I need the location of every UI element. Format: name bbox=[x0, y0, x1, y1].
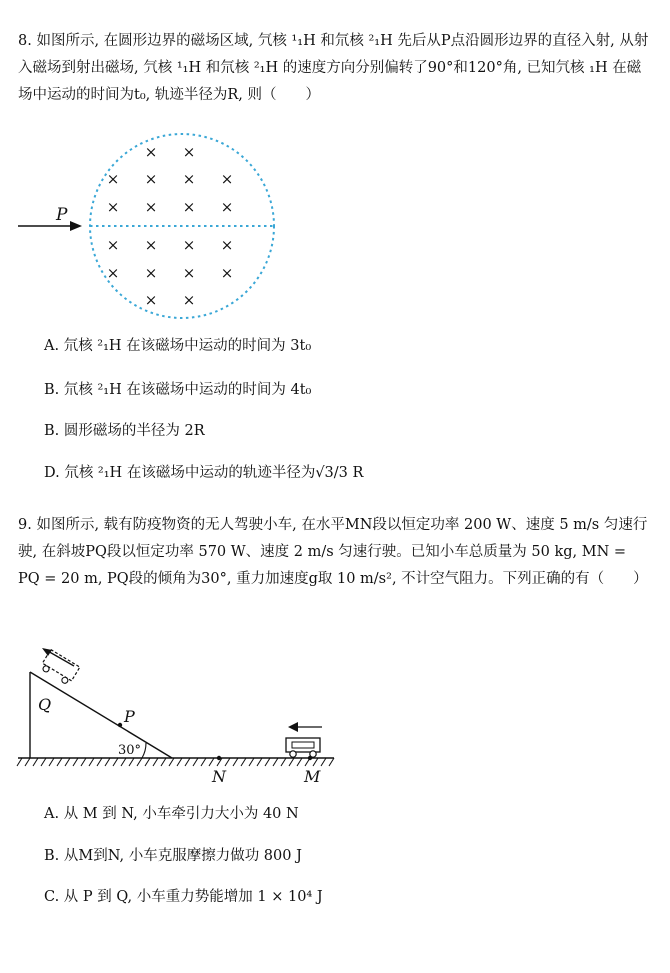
field-cross: × bbox=[144, 236, 158, 254]
field-cross: × bbox=[182, 291, 196, 309]
q8-magnetic-field-figure bbox=[12, 132, 282, 322]
field-cross: × bbox=[144, 170, 158, 188]
field-cross: × bbox=[220, 236, 234, 254]
field-cross: × bbox=[144, 264, 158, 282]
field-cross: × bbox=[144, 198, 158, 216]
q9-option-a: A. 从 M 到 N, 小车牵引力大小为 40 N bbox=[44, 806, 299, 822]
slope-direction-arrowhead bbox=[42, 648, 52, 656]
q8-option-a: A. 氘核 ²₁H 在该磁场中运动的时间为 3t₀ bbox=[44, 338, 312, 354]
field-cross: × bbox=[182, 143, 196, 161]
point-p-label: P bbox=[56, 205, 68, 225]
point-p-label: P bbox=[124, 707, 135, 726]
q9-stem: 9. 如图所示, 载有防疫物资的无人驾驶小车, 在水平MN段以恒定功率 200 W、速度 5 m/s 匀速行驶, 在斜坡PQ段以恒定功率 570 W、速度 2 m/s 匀速行驶。已知小车总质量为 50 kg, MN = PQ = 20 m, PQ段的倾角为30°, 重力加速度g取 10 m/s², 不计空气阻力。下列正确的有（ ） bbox=[18, 517, 648, 587]
cart-on-ground bbox=[286, 738, 320, 757]
field-cross: × bbox=[182, 264, 196, 282]
q8-option-c: B. 圆形磁场的半径为 2R bbox=[44, 423, 205, 439]
slope-incline bbox=[30, 672, 172, 758]
ground-hatching bbox=[17, 758, 334, 766]
field-cross: × bbox=[106, 264, 120, 282]
field-cross: × bbox=[220, 170, 234, 188]
field-cross: × bbox=[182, 198, 196, 216]
field-cross: × bbox=[182, 170, 196, 188]
point-n-label: N bbox=[212, 767, 226, 786]
q9-slope-cart-figure bbox=[14, 642, 344, 787]
q8-option-b: B. 氘核 ²₁H 在该磁场中运动的时间为 4t₀ bbox=[44, 382, 312, 398]
field-cross: × bbox=[106, 198, 120, 216]
field-cross: × bbox=[106, 170, 120, 188]
field-cross: × bbox=[144, 143, 158, 161]
q9-option-b: B. 从M到N, 小车克服摩擦力做功 800 J bbox=[44, 848, 302, 864]
q8-stem: 8. 如图所示, 在圆形边界的磁场区域, 氕核 ¹₁H 和氘核 ²₁H 先后从P点沿圆形边界的直径入射, 从射入磁场到射出磁场, 氕核 ¹₁H 和氘核 ²₁H 的速度方向分别偏转了90°和120°角, 已知氕核 ₁H 在磁场中运动的时间为t₀, 轨迹半径为R, 则（ ） bbox=[18, 33, 649, 103]
field-cross: × bbox=[106, 236, 120, 254]
point-n-dot bbox=[217, 756, 221, 760]
point-p-dot bbox=[118, 723, 122, 727]
point-q-label: Q bbox=[38, 695, 52, 714]
q9-option-c: C. 从 P 到 Q, 小车重力势能增加 1 × 10⁴ J bbox=[44, 889, 323, 905]
cart-on-slope bbox=[39, 650, 79, 686]
field-cross: × bbox=[182, 236, 196, 254]
field-cross: × bbox=[220, 198, 234, 216]
field-cross: × bbox=[144, 291, 158, 309]
incident-arrowhead bbox=[70, 221, 82, 231]
angle-arc bbox=[142, 743, 146, 758]
angle-label: 30° bbox=[118, 743, 142, 758]
field-cross: × bbox=[220, 264, 234, 282]
q8-option-d: D. 氘核 ²₁H 在该磁场中运动的轨迹半径为√3/3 R bbox=[44, 465, 364, 481]
ground-direction-arrowhead bbox=[288, 722, 298, 732]
point-m-label: M bbox=[304, 767, 321, 786]
